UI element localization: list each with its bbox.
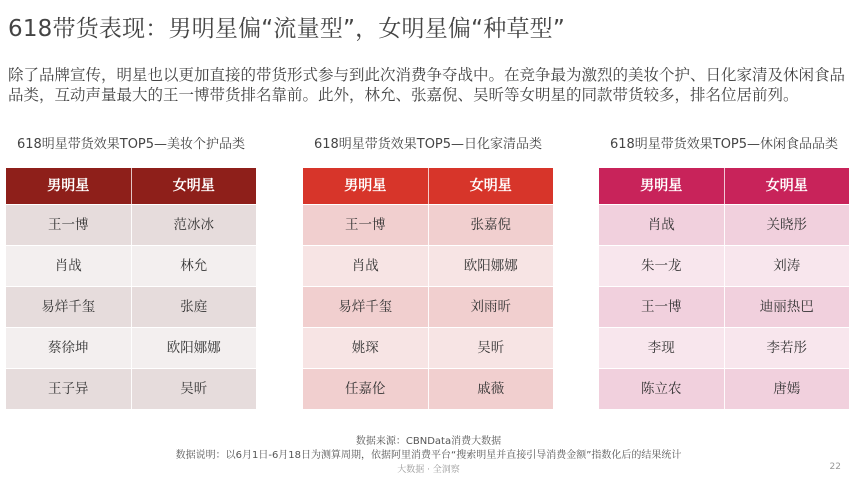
ranking-table	[599, 168, 849, 409]
data-source: 数据来源：CBNData消费大数据	[355, 436, 502, 447]
table-header	[6, 168, 256, 204]
table-row	[6, 328, 256, 368]
panel-title: 618明星带货效果TOP5—美妆个护品类	[16, 137, 246, 152]
male-cell: 王一博	[303, 205, 429, 245]
female-cell: 戚薇	[477, 381, 505, 397]
ranking-table	[6, 168, 256, 409]
table-row	[599, 369, 849, 409]
snack-panel	[599, 136, 849, 409]
male-cell: 易烊千玺	[303, 287, 429, 327]
female-cell: 欧阳娜娜	[166, 340, 221, 356]
table-row	[6, 205, 256, 245]
female-header: 女明星	[172, 178, 215, 194]
male-cell: 任嘉伦	[303, 369, 429, 409]
female-header: 女明星	[765, 178, 808, 194]
male-header: 男明星	[6, 168, 132, 204]
male-cell: 王一博	[6, 205, 132, 245]
ranking-table	[303, 168, 553, 409]
male-cell: 肖战	[599, 205, 725, 245]
female-cell: 唐嫣	[773, 381, 801, 397]
table-row	[599, 287, 849, 327]
panel-title: 618明星带货效果TOP5—日化家清品类	[313, 137, 543, 152]
male-header: 男明星	[599, 168, 725, 204]
brand-slogan: 大数据 · 全洞察	[397, 465, 460, 475]
data-note: 数据说明：以6月1日-6月18日为测算周期，依据阿里消费平台“搜索明星并直接引导消费金额”指数化后的结果统计	[175, 450, 682, 461]
table-row	[6, 369, 256, 409]
beauty-panel	[6, 136, 256, 409]
female-cell: 张庭	[180, 299, 208, 315]
table-row	[303, 205, 553, 245]
male-cell: 王子异	[6, 369, 132, 409]
table-row	[303, 328, 553, 368]
female-cell: 吴昕	[477, 340, 505, 356]
page-description: 除了品牌宣传，明星也以更加直接的带货形式参与到此次消费争夺战中。在竞争最为激烈的美妆个护、日化家清及休闲食品品类，互动声量最大的王一博带货排名靠前。此外，林允、张嘉倪、吴昕等女明星的同款带货较多，排名位居前列。	[8, 66, 846, 104]
female-cell: 李若彤	[766, 340, 807, 356]
male-cell: 王一博	[599, 287, 725, 327]
panel-title: 618明星带货效果TOP5—休闲食品品类	[609, 137, 839, 152]
male-cell: 朱一龙	[599, 246, 725, 286]
male-cell: 易烊千玺	[6, 287, 132, 327]
table-row	[303, 246, 553, 286]
female-cell: 刘雨昕	[470, 299, 511, 315]
table-row	[303, 369, 553, 409]
table-row	[599, 205, 849, 245]
male-cell: 姚琛	[303, 328, 429, 368]
female-cell: 范冰冰	[173, 217, 214, 233]
table-header	[599, 168, 849, 204]
female-cell: 吴昕	[180, 381, 208, 397]
male-cell: 肖战	[6, 246, 132, 286]
table-row	[303, 287, 553, 327]
female-cell: 关晓彤	[766, 217, 807, 233]
table-row	[599, 246, 849, 286]
female-cell: 张嘉倪	[470, 217, 511, 233]
male-header: 男明星	[303, 168, 429, 204]
female-cell: 迪丽热巴	[759, 299, 814, 315]
female-header: 女明星	[469, 178, 512, 194]
male-cell: 陈立农	[599, 369, 725, 409]
table-row	[6, 246, 256, 286]
page-title: 618带货表现：男明星偏“流量型”，女明星偏“种草型”	[8, 16, 565, 42]
female-cell: 刘涛	[773, 258, 801, 274]
male-cell: 李现	[599, 328, 725, 368]
page-number: 22	[829, 462, 841, 472]
table-row	[6, 287, 256, 327]
female-cell: 林允	[180, 258, 208, 274]
table-header	[303, 168, 553, 204]
male-cell: 肖战	[303, 246, 429, 286]
daily-panel	[303, 136, 553, 409]
female-cell: 欧阳娜娜	[463, 258, 518, 274]
male-cell: 蔡徐坤	[6, 328, 132, 368]
table-row	[599, 328, 849, 368]
